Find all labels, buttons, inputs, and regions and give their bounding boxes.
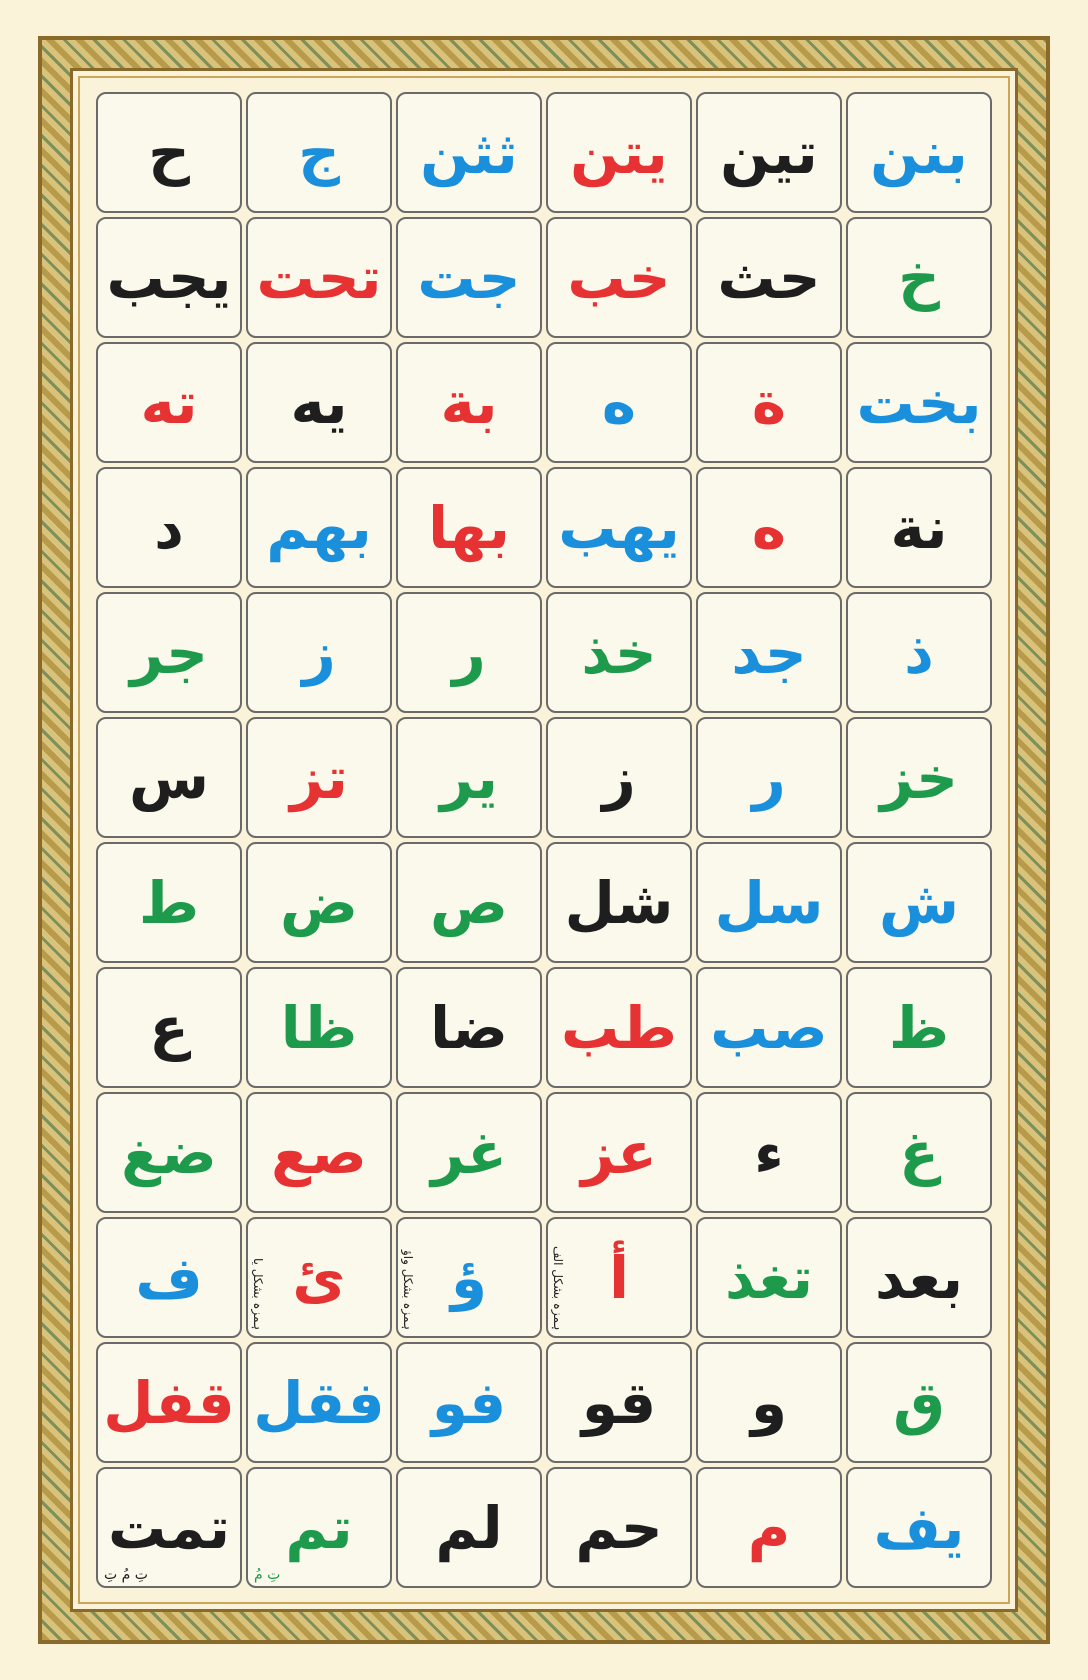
letter-cell	[396, 92, 542, 213]
letter-cell	[96, 717, 242, 838]
letter-cell	[96, 592, 242, 713]
letter-cell	[246, 92, 392, 213]
letter-text: ظ	[888, 993, 950, 1062]
letter-cell	[546, 842, 692, 963]
letter-cell	[246, 1342, 392, 1463]
letter-cell	[96, 342, 242, 463]
letter-cell	[696, 217, 842, 338]
letter-text: جت	[417, 243, 521, 312]
letter-cell	[96, 967, 242, 1088]
letter-cell	[246, 467, 392, 588]
letter-text: خز	[880, 743, 958, 812]
letter-text: يهب	[558, 493, 680, 562]
letter-text: خ	[898, 243, 940, 312]
letter-text: ضغ	[121, 1118, 217, 1187]
letter-cell	[546, 467, 692, 588]
letter-text: و	[750, 1368, 788, 1437]
letter-cell	[546, 92, 692, 213]
letter-cell	[546, 717, 692, 838]
letter-text: ه	[751, 493, 787, 562]
letter-text: ئ	[292, 1243, 346, 1312]
letter-cell	[846, 217, 992, 338]
letter-cell	[396, 1342, 542, 1463]
letter-text: ز	[302, 618, 336, 687]
letter-cell	[846, 1467, 992, 1588]
syllable-breakdown: تِ مُ	[254, 1567, 281, 1583]
letter-text: ذ	[904, 618, 934, 687]
letter-text: قو	[581, 1368, 657, 1437]
letter-text: تحت	[256, 243, 382, 312]
letter-text: يجب	[106, 243, 232, 312]
letter-cell	[546, 1217, 692, 1338]
letter-text: ض	[279, 868, 359, 937]
letter-cell	[696, 592, 842, 713]
letter-cell	[846, 842, 992, 963]
letter-text: ؤ	[450, 1243, 488, 1312]
letter-cell	[246, 592, 392, 713]
letter-text: بخت	[856, 368, 982, 437]
letter-text: ر	[752, 743, 786, 812]
letter-text: ش	[878, 868, 960, 937]
letter-text: سل	[714, 868, 824, 937]
letter-text: ظا	[280, 993, 358, 1062]
letter-text: خب	[567, 243, 671, 312]
letter-text: حم	[575, 1493, 663, 1562]
letter-text: بنن	[870, 118, 968, 187]
letter-text: يف	[873, 1493, 965, 1562]
hamza-note: ہمزہ بشکل الف	[551, 1245, 565, 1330]
letter-cell	[546, 1342, 692, 1463]
hamza-note: ہمزہ بشکل یا	[251, 1257, 265, 1330]
letter-text: قفل	[103, 1368, 235, 1437]
letter-cell	[246, 1467, 392, 1588]
letter-text: بها	[428, 493, 510, 562]
letter-cell	[246, 842, 392, 963]
letter-cell	[546, 217, 692, 338]
letter-text: ضا	[430, 993, 508, 1062]
letter-cell	[396, 967, 542, 1088]
letter-cell	[396, 1467, 542, 1588]
letter-cell	[696, 467, 842, 588]
letter-text: حث	[717, 243, 821, 312]
letter-cell	[846, 342, 992, 463]
letter-text: ه	[601, 368, 637, 437]
letter-text: غر	[431, 1118, 507, 1187]
letter-text: جد	[731, 618, 807, 687]
letter-cell	[396, 1217, 542, 1338]
letter-text: ق	[893, 1368, 945, 1437]
letter-cell	[246, 217, 392, 338]
letter-cell	[846, 1342, 992, 1463]
letter-cell	[846, 592, 992, 713]
letter-text: ر	[452, 618, 486, 687]
letter-text: م	[747, 1493, 791, 1562]
letter-cell	[396, 217, 542, 338]
letter-text: جر	[130, 618, 208, 687]
letter-cell	[96, 217, 242, 338]
letter-cell	[396, 717, 542, 838]
letter-text: تم	[285, 1493, 353, 1562]
letter-text: ته	[140, 368, 198, 437]
letter-text: بة	[440, 368, 498, 437]
letter-cell	[546, 342, 692, 463]
letter-text: ة	[751, 368, 787, 437]
letter-text: فو	[431, 1368, 507, 1437]
letter-cell	[846, 717, 992, 838]
letter-cell	[696, 967, 842, 1088]
letter-text: ثثن	[420, 118, 518, 187]
letter-cell	[396, 342, 542, 463]
letter-text: بهم	[266, 493, 372, 562]
letter-text: لم	[435, 1493, 503, 1562]
letter-text: ء	[754, 1118, 784, 1187]
letter-cell	[846, 967, 992, 1088]
letter-text: تغذ	[724, 1243, 814, 1312]
letter-cell	[246, 967, 392, 1088]
letter-text: شل	[564, 868, 674, 937]
letter-text: ز	[602, 743, 636, 812]
letter-cell	[696, 1467, 842, 1588]
letter-text: أ	[609, 1243, 629, 1312]
letter-cell	[246, 342, 392, 463]
letter-cell	[696, 342, 842, 463]
letter-text: تين	[720, 118, 818, 187]
letter-cell	[246, 1092, 392, 1213]
letter-text: صب	[710, 993, 828, 1062]
letter-text: فقل	[253, 1368, 385, 1437]
letter-text: تمت	[107, 1493, 231, 1562]
letter-text: ير	[440, 743, 498, 812]
letter-cell	[546, 1467, 692, 1588]
letter-text: ج	[298, 118, 340, 187]
letter-cell	[96, 92, 242, 213]
letter-cell	[96, 842, 242, 963]
letter-text: نة	[890, 493, 948, 562]
letter-cell	[246, 1217, 392, 1338]
letter-text: د	[154, 493, 184, 562]
letter-cell	[846, 467, 992, 588]
syllable-breakdown: تِ مُ تِ	[104, 1567, 148, 1583]
letter-cell	[696, 842, 842, 963]
letter-text: خذ	[581, 618, 657, 687]
letter-text: ع	[149, 993, 189, 1062]
letter-cell	[846, 1217, 992, 1338]
letter-text: س	[128, 743, 210, 812]
letter-text: يتن	[570, 118, 668, 187]
letter-cell	[696, 1092, 842, 1213]
letter-text: تز	[290, 743, 348, 812]
letter-text: طب	[560, 993, 678, 1062]
letter-cell	[96, 1092, 242, 1213]
letter-cell	[696, 717, 842, 838]
letter-cell	[696, 1342, 842, 1463]
letter-cell	[696, 1217, 842, 1338]
letter-cell	[696, 92, 842, 213]
letter-cell	[396, 842, 542, 963]
letter-text: ص	[429, 868, 509, 937]
letter-cell	[546, 592, 692, 713]
letter-cell	[846, 92, 992, 213]
letter-cell	[546, 967, 692, 1088]
letter-text: ف	[135, 1243, 203, 1312]
letter-text: غ	[899, 1118, 939, 1187]
letter-text: ط	[138, 868, 200, 937]
hamza-note: ہمزہ بشکل واؤ	[401, 1250, 415, 1330]
letter-cell	[846, 1092, 992, 1213]
letter-cell	[396, 1092, 542, 1213]
letter-text: صع	[271, 1118, 367, 1187]
letter-cell	[246, 717, 392, 838]
letter-cell	[396, 592, 542, 713]
letter-cell	[96, 467, 242, 588]
letter-text: ح	[148, 118, 190, 187]
letter-cell	[546, 1092, 692, 1213]
letter-text: عز	[581, 1118, 657, 1187]
letter-grid	[96, 92, 992, 1588]
letter-text: بعد	[874, 1243, 964, 1312]
letter-text: يه	[290, 368, 348, 437]
letter-cell	[96, 1467, 242, 1588]
letter-cell	[396, 467, 542, 588]
letter-cell	[96, 1342, 242, 1463]
letter-cell	[96, 1217, 242, 1338]
